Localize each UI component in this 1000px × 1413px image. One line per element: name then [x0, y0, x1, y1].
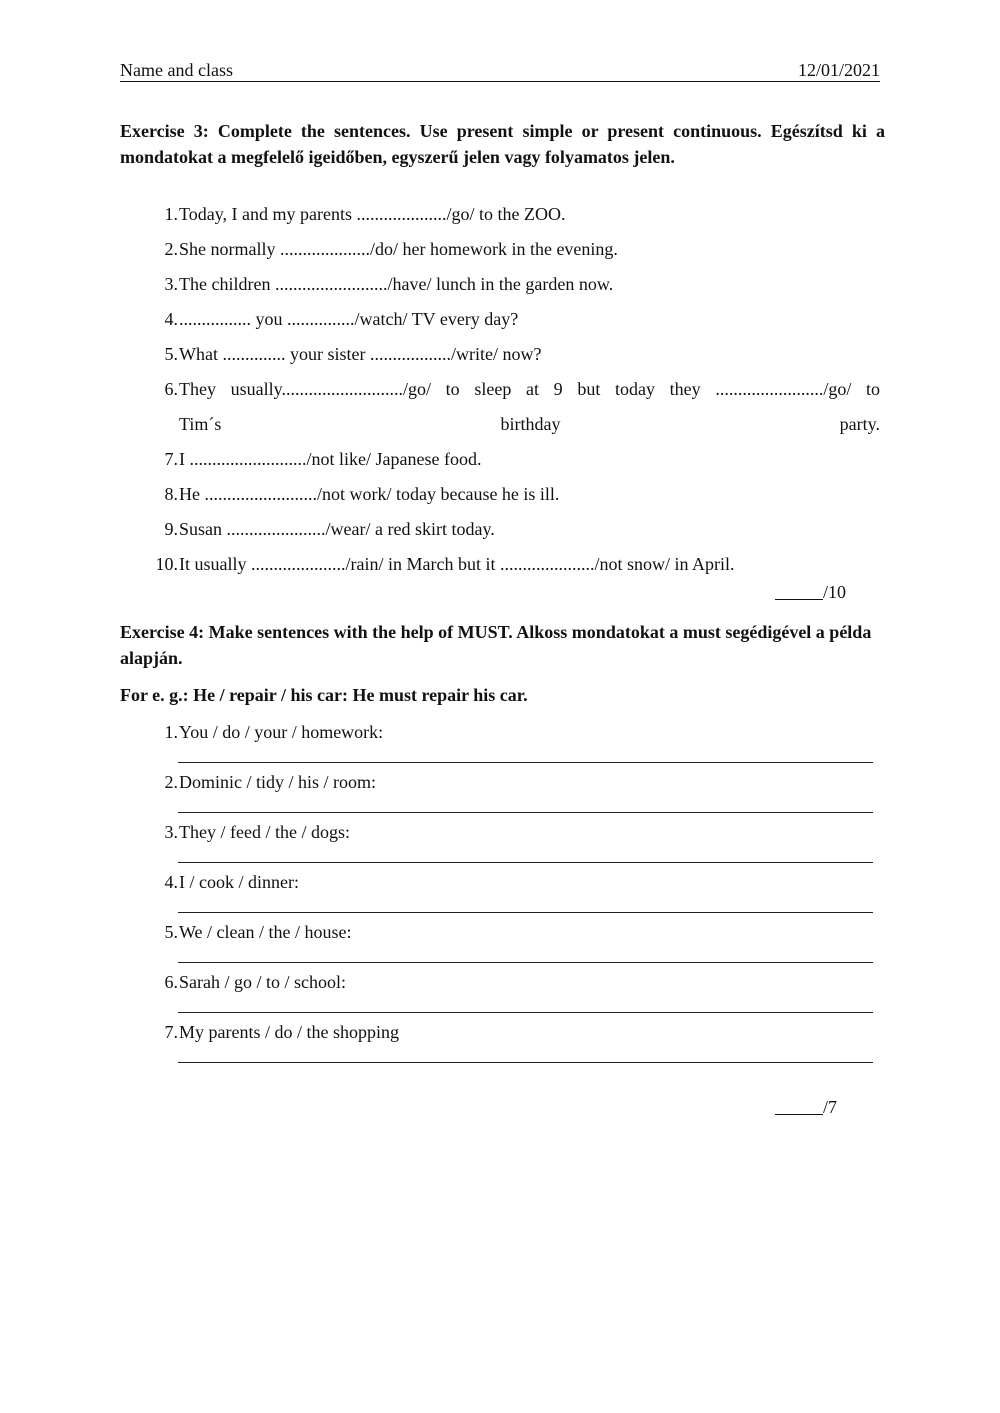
item-number: 5.: [164, 344, 178, 364]
item-text: Dominic / tidy / his / room:: [179, 772, 376, 792]
list-item: [140, 197, 880, 232]
list-item: [140, 920, 880, 970]
item-text-block: [178, 920, 880, 970]
list-item: [140, 267, 880, 302]
answer-line[interactable]: [178, 762, 873, 763]
item-text: It usually ...................../rain/ in March but it ...................../not snow/ in April.: [179, 554, 735, 574]
item-number: 7.: [164, 449, 178, 469]
list-item: [140, 720, 880, 770]
item-number: 5.: [164, 922, 178, 942]
item-text: ................ you .............../watch/ TV every day?: [179, 309, 519, 329]
answer-line[interactable]: [178, 962, 873, 963]
item-text-block: [178, 720, 880, 770]
item-text-block: [178, 770, 880, 820]
exercise-4-score: [775, 1095, 837, 1119]
item-number: 4.: [164, 872, 178, 892]
list-item: [140, 442, 880, 477]
item-number: 3.: [164, 274, 178, 294]
item-number: 2.: [164, 772, 178, 792]
item-number: 4.: [164, 309, 178, 329]
list-item: [140, 232, 880, 267]
list-item: [140, 372, 880, 442]
exercise-4-example: For e. g.: He / repair / his car: He must repair his car.: [120, 685, 528, 705]
list-item: [140, 1020, 880, 1070]
answer-line[interactable]: [178, 1012, 873, 1013]
answer-line[interactable]: [178, 812, 873, 813]
list-item: [140, 547, 880, 582]
header-bar: [120, 60, 880, 82]
item-text: She normally ..................../do/ her homework in the evening.: [179, 239, 618, 259]
list-item: [140, 770, 880, 820]
item-number: 1.: [164, 204, 178, 224]
item-number: 8.: [164, 484, 178, 504]
item-text-block: [178, 970, 880, 1020]
exercise-3-list: [140, 197, 880, 582]
item-text: We / clean / the / house:: [179, 922, 352, 942]
item-text: They usually.........................../go/ to sleep at 9 but today they ......................../go/ to: [179, 379, 880, 399]
item-text: You / do / your / homework:: [179, 722, 384, 742]
item-text: Susan ....................../wear/ a red skirt today.: [179, 519, 495, 539]
exercise-4-title: Exercise 4: Make sentences with the help of MUST. Alkoss mondatokat a must segédigével a példa alapján.: [120, 622, 872, 668]
item-number: 7.: [164, 1022, 178, 1042]
item-text-block: [178, 372, 880, 442]
list-item: [140, 970, 880, 1020]
list-item: [140, 512, 880, 547]
item-text: I ........................../not like/ Japanese food.: [179, 449, 482, 469]
exercise-3-title: Exercise 3: Complete the sentences. Use present simple or present continuous. Egészítsd ki a mondatokat a megfelelő igeidőben, egyszerű jelen vagy folyamatos jelen.: [120, 121, 885, 167]
list-item: [140, 870, 880, 920]
item-text: The children ........................./have/ lunch in the garden now.: [179, 274, 614, 294]
item-text: My parents / do / the shopping: [179, 1022, 399, 1042]
item-number: 9.: [164, 519, 178, 539]
item-number: 1.: [164, 722, 178, 742]
item-text: Today, I and my parents ..................../go/ to the ZOO.: [179, 204, 566, 224]
list-item: [140, 302, 880, 337]
item-text: They / feed / the / dogs:: [179, 822, 350, 842]
score-blank[interactable]: [775, 581, 823, 600]
exercise-4-list: [140, 720, 880, 1070]
answer-line[interactable]: [178, 862, 873, 863]
item-text: I / cook / dinner:: [179, 872, 299, 892]
item-text: He ........................./not work/ today because he is ill.: [179, 484, 560, 504]
item-text-block: [178, 820, 880, 870]
item-number: 10.: [155, 554, 178, 574]
name-and-class-label: Name and class: [120, 60, 233, 80]
item-text: What .............. your sister ................../write/ now?: [179, 344, 542, 364]
item-number: 6.: [164, 379, 178, 399]
list-item: [140, 337, 880, 372]
answer-line[interactable]: [178, 1062, 873, 1063]
item-number: 6.: [164, 972, 178, 992]
list-item: [140, 477, 880, 512]
item-text-continuation: Tim´s birthday party.: [179, 414, 880, 434]
item-number: 3.: [164, 822, 178, 842]
date-label: 12/01/2021: [797, 60, 880, 80]
item-text-block: [178, 1020, 880, 1070]
item-text: Sarah / go / to / school:: [179, 972, 346, 992]
item-number: 2.: [164, 239, 178, 259]
list-item: [140, 820, 880, 870]
item-text-block: [178, 870, 880, 920]
score-total: /7: [823, 1097, 838, 1117]
score-total: /10: [823, 582, 847, 602]
score-blank[interactable]: [775, 1096, 823, 1115]
answer-line[interactable]: [178, 912, 873, 913]
exercise-3-score: [775, 580, 846, 604]
